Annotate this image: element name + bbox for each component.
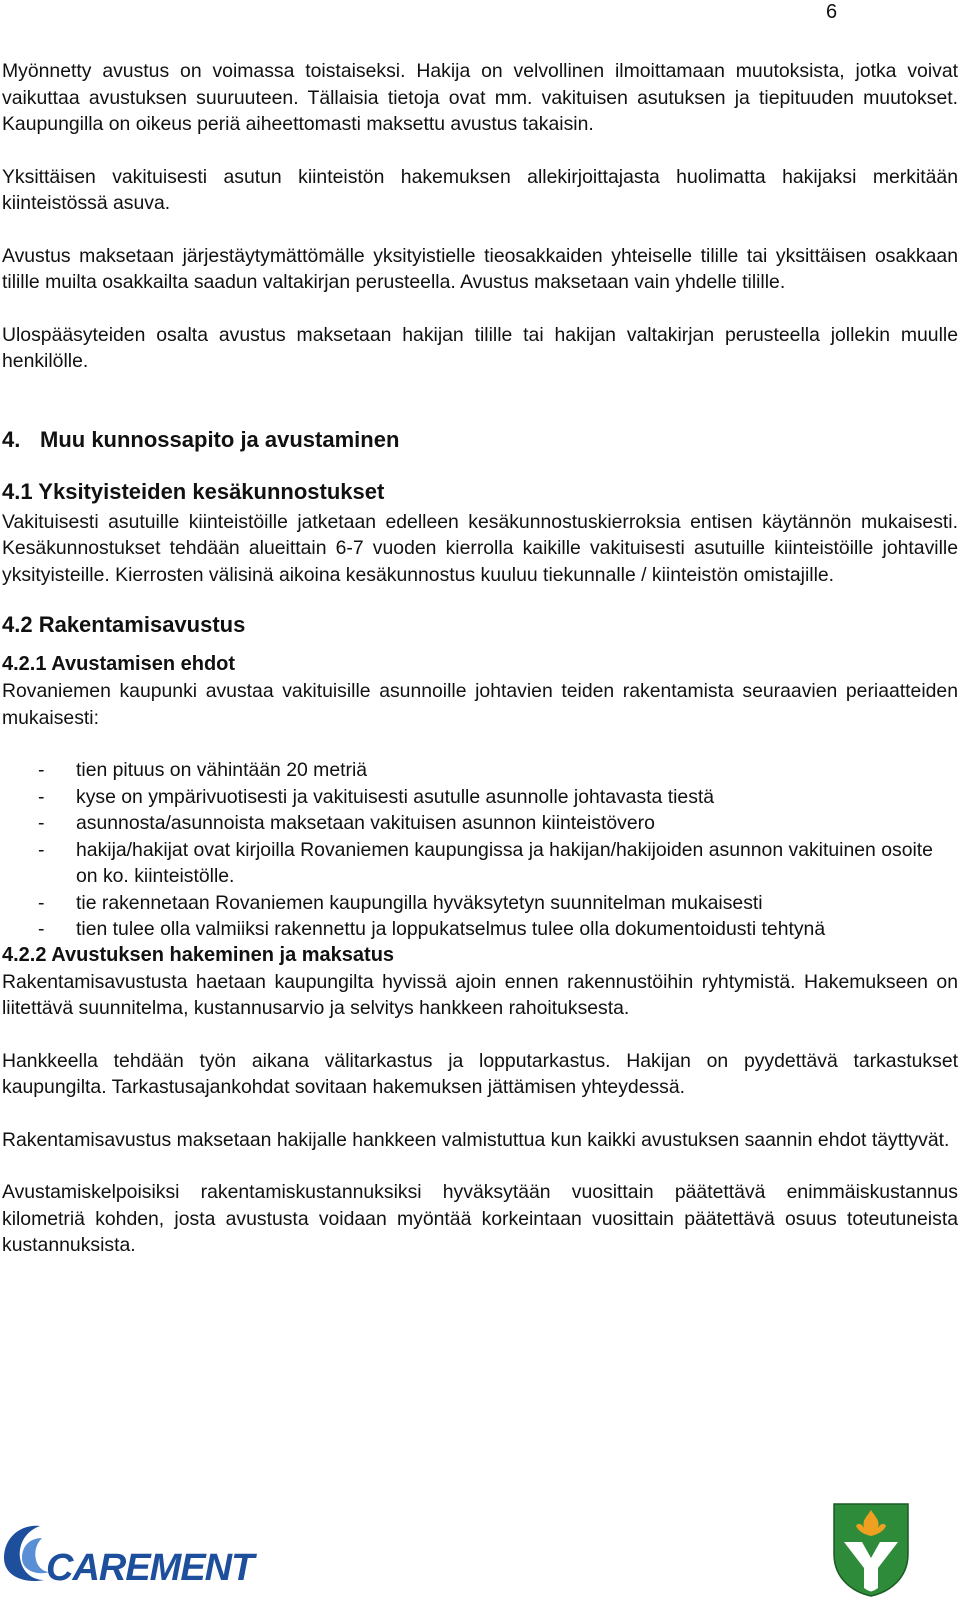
carement-logo-text: CAREMENT [46, 1547, 254, 1589]
section-4-2-heading: 4.2 Rakentamisavustus [2, 612, 246, 637]
list-dash: - [38, 918, 45, 940]
paragraph-exit-roads: Ulospääsyteiden osalta avustus maksetaan hakijan tilille tai hakijan valtakirjan perusteella jollekin muulle henkilölle. [2, 323, 958, 372]
list-item-text: asunnosta/asunnoista maksetaan vakituisen asunnon kiinteistövero [76, 812, 655, 834]
list-item-text: tien pituus on vähintään 20 metriä [76, 759, 368, 781]
section-4-title: Muu kunnossapito ja avustaminen [40, 426, 400, 452]
paragraph-validity: Myönnetty avustus on voimassa toistaiseksi. Hakija on velvollinen ilmoittamaan muutoksista, jotka voivat vaikuttaa avustuksen suuruuteen. Tällaisia tietoja ovat mm. vakituisen asutuksen ja tiepituuden muutokset. Kaupungilla on oikeus periä aiheettomasti maksettu avustus takaisin. [2, 60, 958, 135]
page-number: 6 [826, 1, 838, 23]
criteria-list [2, 757, 958, 943]
list-dash: - [38, 759, 45, 781]
section-4-number: 4. [2, 426, 21, 452]
section-4-2-2-paragraph-eligible-costs: Avustamiskelpoisiksi rakentamiskustannuksiksi hyväksytään vuosittain päätettävä enimmäiskustannus kilometriä kohden, josta avustusta voidaan myöntää korkeintaan vuosittain päätettävä osuus toteutuneista kustannuksista. [2, 1181, 958, 1256]
section-4-2-2-paragraph-application: Rakentamisavustusta haetaan kaupungilta hyvissä ajoin ennen rakennustöihin ryhtymistä. Hakemukseen on liitettävä suunnitelma, kustannusarvio ja selvitys hankkeen rahoituksesta. [2, 970, 958, 1019]
section-4-2-2-paragraph-payment: Rakentamisavustus maksetaan hakijalle hankkeen valmistuttua kun kaikki avustuksen saannin ehdot täyttyvät. [2, 1128, 950, 1151]
section-4-2-2-heading: 4.2.2 Avustuksen hakeminen ja maksatus [2, 943, 395, 966]
rovaniemi-coat-of-arms [832, 1502, 910, 1598]
carement-swoosh-icon [4, 1526, 50, 1581]
section-4-1-text: Vakituisesti asutuille kiinteistöille jatketaan edelleen kesäkunnostuskierroksia entisen käytännön mukaisesti. Kesäkunnostukset tehdään alueittain 6-7 vuoden kierrolla kaikille vakituisesti asutuille kiinteistöille johtaville yksityisteille. Kierrosten välisinä aikoina kesäkunnostus kuuluu tiekunnalle / kiinteistön omistajille. [2, 510, 958, 586]
section-4-2-2-paragraph-inspection: Hankkeella tehdään työn aikana välitarkastus ja lopputarkastus. Hakijan on pyydettävä tarkastukset kaupungilta. Tarkastusajankohdat sovitaan hakemuksen jättämisen yhteydessä. [2, 1049, 958, 1098]
section-4-heading [2, 427, 958, 453]
paragraph-payment-account: Avustus maksetaan järjestäytymättömälle yksityistielle tieosakkaiden yhteiselle tilille tai yksittäisen osakkaan tilille muilta osakkailta saadun valtakirjan perusteella. Avustus maksetaan vain yhdelle tilille. [2, 244, 958, 293]
list-dash: - [38, 785, 45, 808]
paragraph-applicant: Yksittäisen vakituisesti asutun kiinteistön hakemuksen allekirjoittajasta huolimatta hakijaksi merkitään kiinteistössä asuva. [2, 165, 958, 214]
carement-logo [0, 1518, 260, 1598]
list-dash: - [38, 838, 45, 861]
list-item [2, 810, 958, 837]
list-dash: - [38, 891, 45, 914]
list-item-text: tie rakennetaan Rovaniemen kaupungilla hyväksytetyn suunnitelman mukaisesti [76, 891, 763, 914]
list-item-text: tien tulee olla valmiiksi rakennettu ja loppukatselmus tulee olla dokumentoidusti tehtynä [76, 918, 826, 940]
list-item-text: hakija/hakijat ovat kirjoilla Rovaniemen kaupungissa ja hakijan/hakijoiden asunnon vakituinen osoite on ko. kiinteistölle. [76, 838, 933, 887]
list-item [2, 784, 958, 811]
section-4-2-1-text: Rovaniemen kaupunki avustaa vakituisille asunnoille johtavien teiden rakentamista seuraavien periaatteiden mukaisesti: [2, 680, 958, 729]
list-item-text: kyse on ympärivuotisesti ja vakituisesti asutulle asunnolle johtavasta tiestä [76, 785, 715, 808]
list-dash: - [38, 812, 45, 834]
section-4-1-heading: 4.1 Yksityisteiden kesäkunnostukset [2, 478, 385, 504]
document-body [2, 58, 958, 1285]
section-4-2-1-heading: 4.2.1 Avustamisen ehdot [2, 653, 236, 675]
list-item [2, 916, 958, 943]
list-item [2, 757, 958, 784]
list-item [2, 890, 958, 917]
list-item [2, 837, 958, 890]
